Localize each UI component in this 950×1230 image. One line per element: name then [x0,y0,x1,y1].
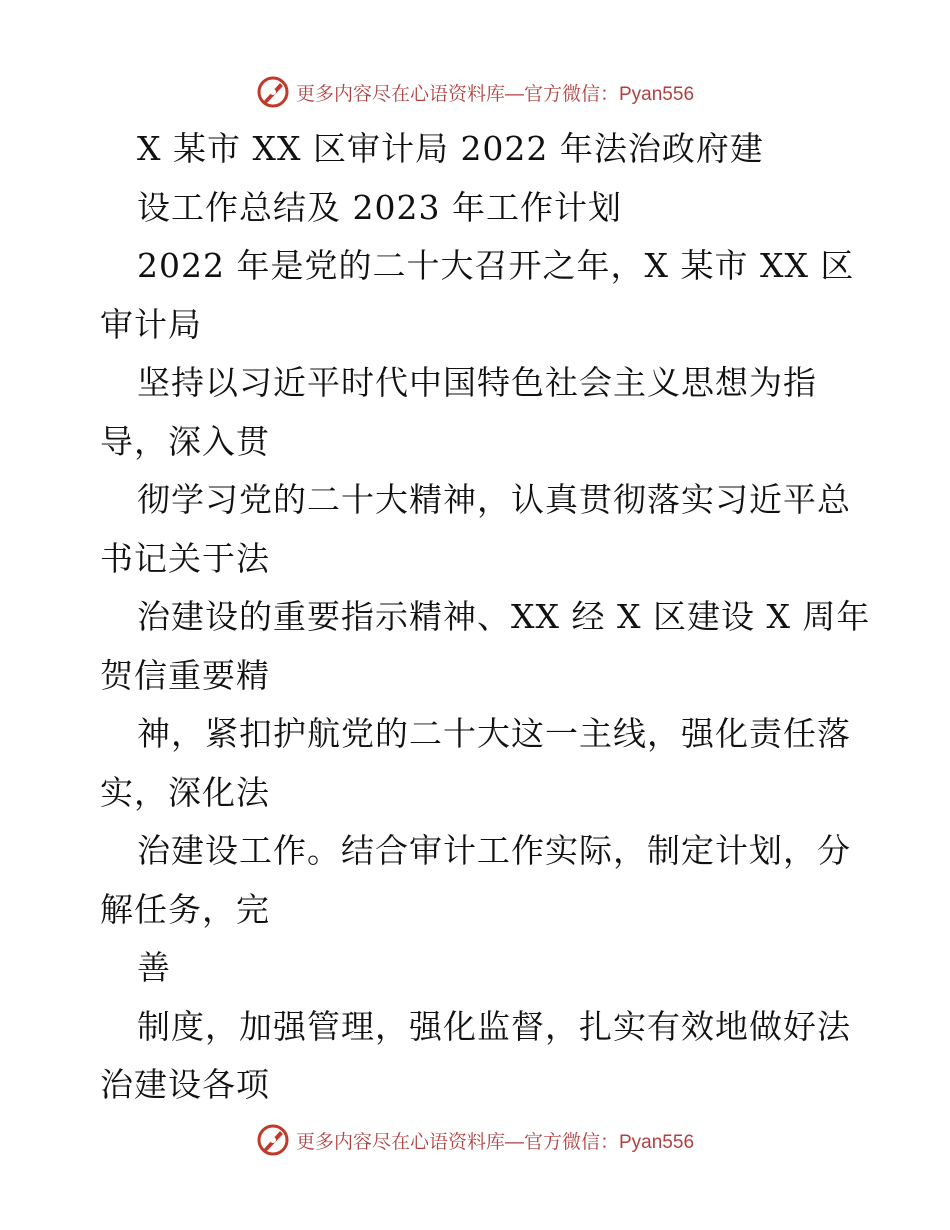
quill-logo-icon [256,75,290,109]
paragraph-line: 解任务，完 [100,889,270,929]
paragraph-line: 书记关于法 [100,538,270,578]
watermark-text: 更多内容尽在心语资料库 [295,82,505,105]
doc-title-line-2: 设工作总结及 2023 年工作计划 [137,187,622,227]
paragraph-line: 实，深化法 [100,772,270,812]
watermark-header [0,72,950,112]
paragraph-line: 善 [137,948,171,987]
document-body [100,120,871,1115]
paragraph-line: 治建设各项 [100,1065,270,1104]
paragraph-line: 贺信重要精 [100,655,270,695]
paragraph-line: 导，深入贯 [100,421,270,461]
watermark-footer [0,1120,950,1160]
paragraph-line: 制度，加强管理，强化监督，扎实有效地做好法 [137,1006,851,1046]
quill-logo-icon [256,1123,290,1157]
paragraph-line: 彻学习党的二十大精神，认真贯彻落实习近平总 [137,480,851,519]
paragraph-line: 治建设工作。结合审计工作实际，制定计划，分 [137,831,851,870]
watermark-contact: —官方微信：Pyan556 [505,83,695,105]
paragraph-line: 治建设的重要指示精神、XX 经 X 区建设 X 周年 [137,597,871,636]
paragraph-line: 审计局 [100,304,202,344]
paragraph-line: 坚持以习近平时代中国特色社会主义思想为指 [137,363,817,402]
doc-title-line-1: X 某市 XX 区审计局 2022 年法治政府建 [137,129,764,168]
watermark-contact: —官方微信：Pyan556 [505,1131,695,1153]
paragraph-line: 神，紧扣护航党的二十大这一主线，强化责任落 [137,714,851,753]
paragraph-line: 2022 年是党的二十大召开之年，X 某市 XX 区 [137,246,855,285]
watermark-text: 更多内容尽在心语资料库 [295,1130,505,1153]
